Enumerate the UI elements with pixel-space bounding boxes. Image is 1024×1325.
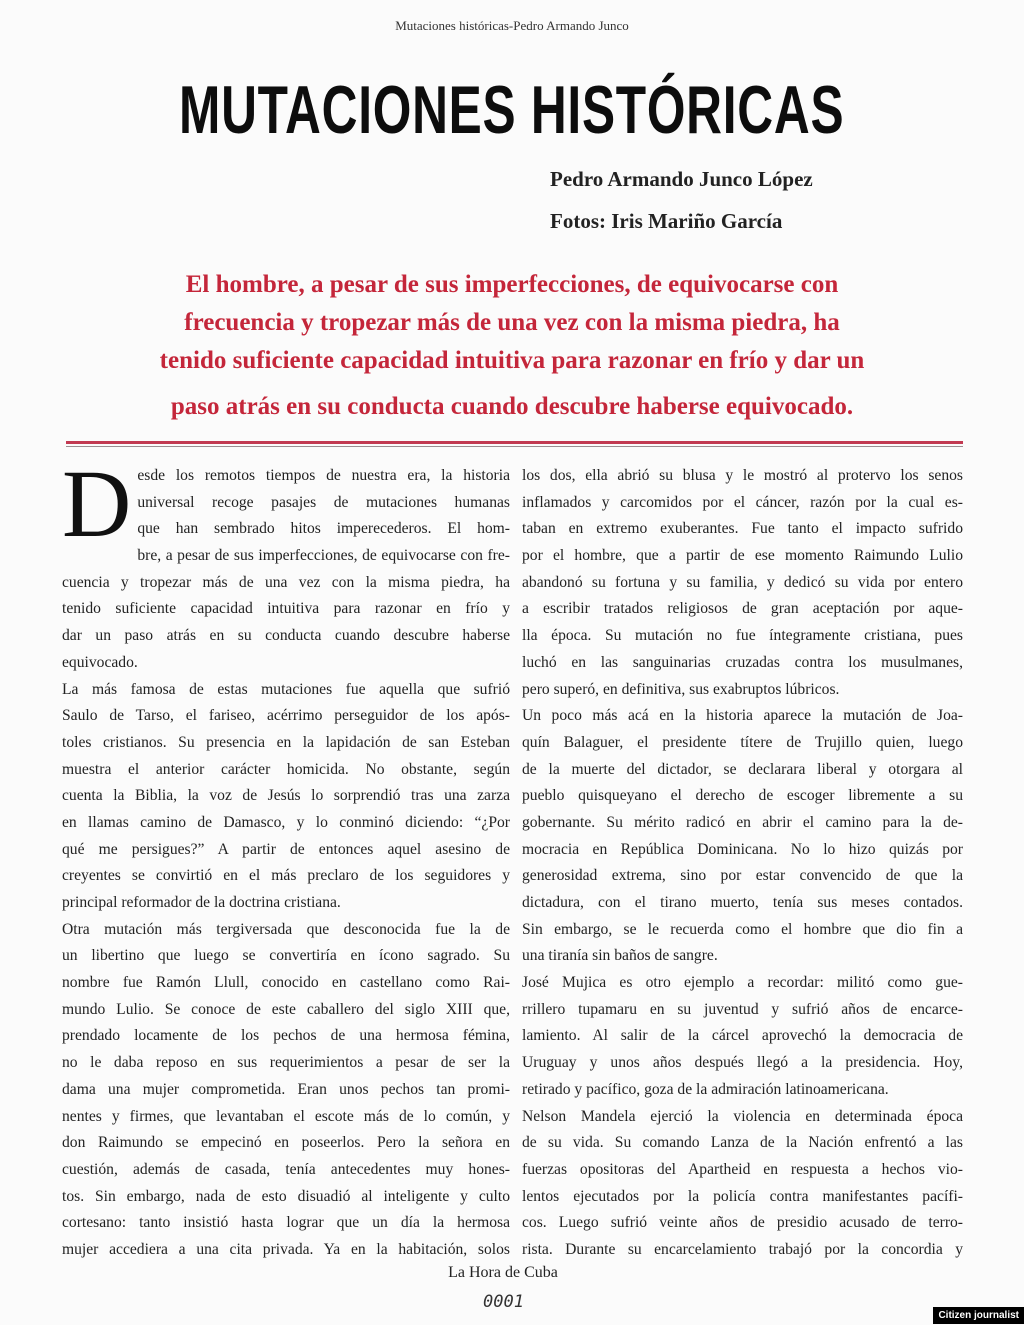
text-line: tos. Sin embargo, nada de esto disuadió al inteligente y culto <box>62 1187 510 1205</box>
photo-credit: Fotos: Iris Mariño García <box>550 209 783 233</box>
text-line: los dos, ella abrió su blusa y le mostró al protervo los senos <box>522 467 963 484</box>
text-line: taban en extremo exuberantes. Fue tanto el impacto sufrido <box>522 520 963 538</box>
text-line: Sin embargo, se le recuerda como el hombre que dio fin a <box>522 920 963 938</box>
text-line: retirado y pacífico, goza de la admiración latinoamericana. <box>522 1080 889 1098</box>
title-text: MUTACIONES HISTÓRICAS <box>179 72 845 148</box>
text-line: lentos ejecutados por la policía contra manifestantes pacífi- <box>522 1187 963 1205</box>
text-line: bre, a pesar de sus imperfecciones, de equivocarse con fre- <box>137 547 510 565</box>
text-line: equivocado. <box>62 653 138 671</box>
text-line: por el hombre, que a partir de ese momento Raimundo Lulio <box>522 547 963 565</box>
pull-quote-line: frecuencia y tropezar más de una vez con la misma piedra, ha <box>184 309 840 336</box>
text-line: lamiento. Al salir de la cárcel aprovechó la democracia de <box>522 1027 963 1045</box>
text-line: tenido suficiente capacidad intuitiva para razonar en frío y <box>62 600 510 618</box>
text-line: luchó en las sanguinarias cruzadas contra los musulmanes, <box>522 653 963 671</box>
pull-quote-line: paso atrás en su conducta cuando descubre haberse equivocado. <box>170 393 854 420</box>
text-line: una tiranía sin baños de sangre. <box>522 947 718 965</box>
text-line: Uruguay y unos años después llegó a la presidencia. Hoy, <box>522 1054 963 1072</box>
text-line: rrillero tupamaru en su juventud y sufrió años de encarce- <box>522 1000 963 1018</box>
pull-quote-line: El hombre, a pesar de sus imperfecciones, de equivocarse con <box>185 271 839 298</box>
text-line: rista. Durante su encarcelamiento trabajó por la concordia y <box>522 1240 963 1258</box>
text-line: que han sembrado hitos imperecederos. El hom- <box>137 520 510 538</box>
text-line: José Mujica es otro ejemplo a recordar: militó como gue- <box>522 974 963 992</box>
text-line: gobernante. Su mérito radicó en abrir el camino para la de- <box>522 813 963 831</box>
text-line: qué me persigues?” A partir de entonces aquel asesino de <box>62 840 510 858</box>
pull-quote <box>60 266 964 426</box>
divider-red <box>66 441 963 444</box>
text-line: principal reformador de la doctrina cristiana. <box>62 894 341 911</box>
right-column <box>522 463 963 1264</box>
text-line: esde los remotos tiempos de nuestra era, la historia <box>137 467 510 484</box>
text-line: Nelson Mandela ejerció la violencia en determinada época <box>522 1107 963 1125</box>
text-line: toles cristianos. Su presencia en la lapidación de san Esteban <box>62 733 510 751</box>
text-line: cuencia y tropezar más de una vez con la misma piedra, ha <box>62 573 510 591</box>
page-number: 0001 <box>483 1292 524 1312</box>
text-line: cos. Luego sufrió veinte años de presidio acusado de terro- <box>522 1214 963 1232</box>
left-column <box>62 450 510 1264</box>
text-line: de su vida. Su comando Lanza de la Nación enfrentó a las <box>522 1134 963 1152</box>
text-line: un libertino que luego se convertiría en ícono sagrado. Su <box>62 947 510 965</box>
text-line: Otra mutación más tergiversada que desconocida fue la de <box>62 920 510 938</box>
divider-grey <box>66 446 963 447</box>
text-line: generosidad extrema, sino por estar convencido de que la <box>522 867 963 885</box>
text-line: nentes y firmes, que levantaban el escote más de lo común, y <box>62 1107 510 1125</box>
text-line: mundo Lulio. Se conoce de este caballero del siglo XIII que, <box>62 1000 510 1018</box>
drop-cap: D <box>62 450 132 557</box>
page-title <box>0 72 1024 148</box>
text-line: Saulo de Tarso, el fariseo, acérrimo perseguidor de los após- <box>62 707 510 725</box>
text-line: pero superó, en definitiva, sus exabruptos lúbricos. <box>522 680 840 698</box>
text-line: dar un paso atrás en su conducta cuando descubre haberse <box>62 627 510 645</box>
text-line: fuerzas opositoras del Apartheid en respuesta a hechos vio- <box>522 1160 963 1178</box>
author-byline: Pedro Armando Junco López <box>550 167 813 191</box>
text-line: quín Balaguer, el presidente títere de Trujillo quien, luego <box>522 733 963 751</box>
text-line: abandonó su fortuna y su familia, y dedicó su vida por entero <box>522 573 963 591</box>
pull-quote-line: tenido suficiente capacidad intuitiva para razonar en frío y dar un <box>159 347 865 374</box>
text-line: mujer accediera a una cita privada. Ya en la habitación, solos <box>62 1240 510 1258</box>
text-line: creyentes se convirtió en el más preclaro de los seguidores y <box>62 867 510 885</box>
text-line: inflamados y carcomidos por el cáncer, razón por la cual es- <box>522 493 963 511</box>
text-line: lla época. Su mutación no fue íntegramente cristiana, pues <box>522 627 963 645</box>
text-line: mocracia en República Dominicana. No lo hizo quizás por <box>522 840 963 858</box>
text-line: muestra el anterior carácter homicida. No obstante, según <box>62 760 510 778</box>
text-line: dictadura, con el tirano muerto, tenía sus meses contados. <box>522 894 963 911</box>
text-line: a escribir tratados religiosos de gran aceptación por aque- <box>522 600 963 618</box>
citizen-journalist-badge: Citizen journalist <box>933 1307 1024 1324</box>
text-line: dama una mujer comprometida. Eran unos pechos tan promi- <box>62 1080 510 1098</box>
text-line: prendado locamente de los pechos de una hermosa fémina, <box>62 1027 510 1045</box>
text-line: cuenta la Biblia, la voz de Jesús lo sorprendió tras una zarza <box>62 787 510 805</box>
text-line: pueblo quisqueyano el derecho de escoger libremente a su <box>522 787 963 805</box>
text-line: no le daba reposo en sus requerimientos a pesar de ser la <box>62 1054 510 1072</box>
publication-name: La Hora de Cuba <box>448 1264 558 1281</box>
text-line: en llamas camino de Damasco, y lo conminó diciendo: “¿Por <box>62 813 510 831</box>
running-header: Mutaciones históricas-Pedro Armando Junco <box>395 18 629 33</box>
text-line: Un poco más acá en la historia aparece la mutación de Joa- <box>522 707 963 725</box>
text-line: cortesano: tanto insistió hasta lograr que un día la hermosa <box>62 1214 510 1232</box>
text-line: cuestión, además de casada, tenía antecedentes muy hones- <box>62 1160 510 1178</box>
text-line: universal recoge pasajes de mutaciones humanas <box>137 493 510 511</box>
text-line: La más famosa de estas mutaciones fue aquella que sufrió <box>62 680 510 698</box>
text-line: don Raimundo se empecinó en poseerlos. Pero la señora en <box>62 1134 510 1152</box>
text-line: nombre fue Ramón Llull, conocido en castellano como Rai- <box>62 974 510 992</box>
text-line: de la muerte del dictador, se declarara liberal y otorgara al <box>522 760 963 778</box>
